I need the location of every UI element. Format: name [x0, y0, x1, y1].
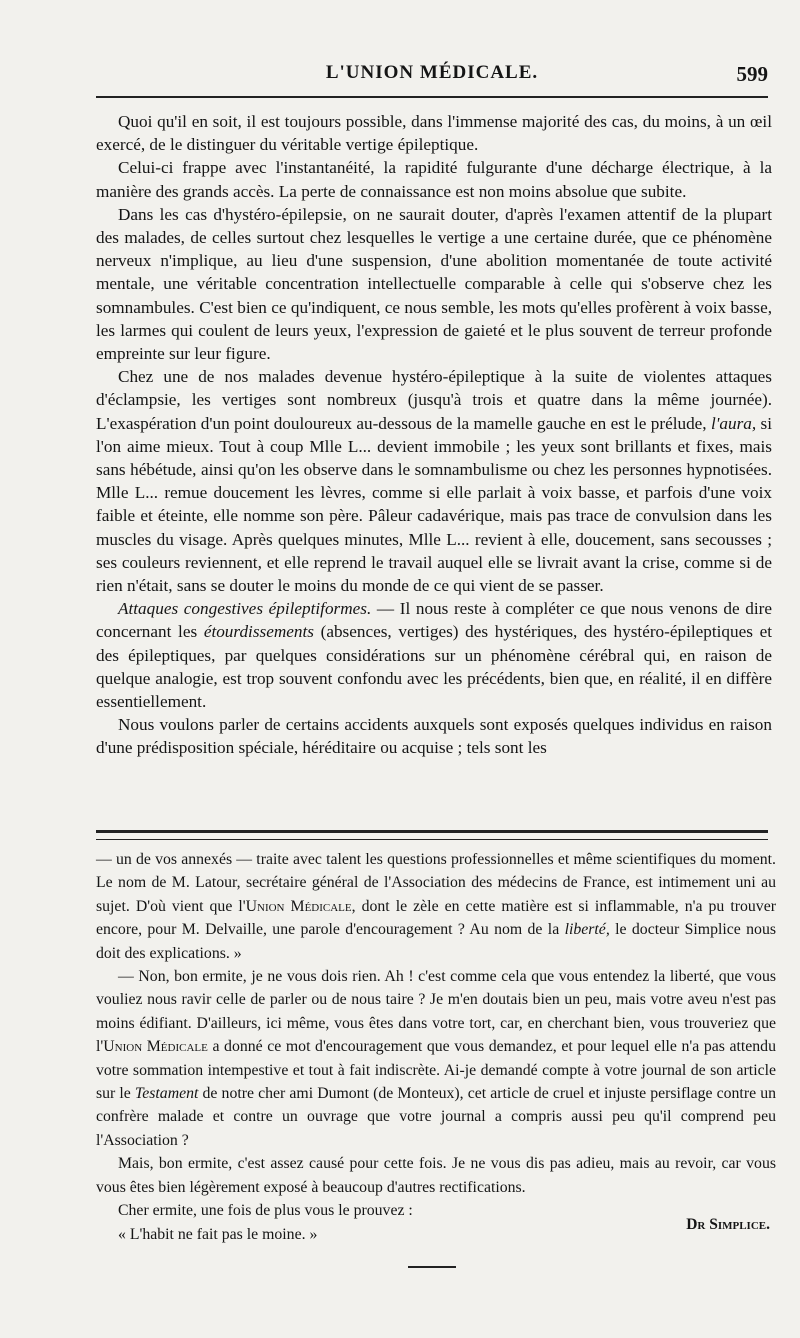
union-medicale-mention: Union Médicale	[245, 897, 352, 915]
etourdissements-term: étourdissements	[203, 622, 314, 642]
feuilleton-separator	[96, 830, 768, 840]
section-lead: Attaques congestives épileptiformes.	[118, 599, 372, 619]
feuilleton-paragraph-3: Mais, bon ermite, c'est assez causé pour cette fois. Je ne vous dis pas adieu, mais au revoir, car vous vous êtes bien légèrement exposé à beaucoup d'autres rectifications.	[96, 1155, 776, 1196]
paragraph-1: Quoi qu'il en soit, il est toujours possible, dans l'immense majorité des cas, du moins, à un œil exercé, de le distinguer du véritable vertige épileptique.	[96, 112, 772, 155]
paragraph-5: Attaques congestives épileptiformes. — Il nous reste à compléter ce que nous venons de dire concernant les étourdissements (absences, vertiges) des hystériques, des hystéro-épileptiques et des épileptiques, par quelques considérations sur un phénomène cérébral qui, en raison de quelque analogie, est trop souvent confondu avec les précédents, bien que, en réalité, il en diffère essentiellement.	[96, 599, 772, 712]
signature: Dr Simplice.	[686, 1216, 770, 1233]
feuilleton-paragraph-2: — Non, bon ermite, je ne vous dois rien. Ah ! c'est comme cela que vous entendez la liberté, que vous vouliez nous ravir celle de parler ou de nous taire ? Je m'en doutais bien un peu, mais votre aveu n'est pas moins édifiant. D'ailleurs, ici même, vous êtes dans votre tort, car, en cherchant bien, vous trouveriez que l'Union Médicale a donné ce mot d'encouragement que vous demandez, et pour lequel elle n'a pas attendu votre sommation intempestive et tout à fait indiscrète. Ai-je demandé compte à votre journal de son article sur le Testament de notre cher ami Dumont (de Monteux), cet article de cruel et injuste persiflage contre un confrère malade et contre un ouvrage que votre journal a compris aussi peu qu'il comprend peu l'Association ?	[96, 968, 776, 1149]
header-rule	[96, 96, 768, 98]
end-rule	[408, 1266, 456, 1268]
feuilleton-quote: « L'habit ne fait pas le moine. »	[118, 1225, 318, 1243]
page-number: 599	[736, 62, 768, 86]
paragraph-3: Dans les cas d'hystéro-épilepsie, on ne saurait douter, d'après l'examen attentif de la plupart des malades, de celles surtout chez lesquelles le vertige a une certaine durée, que ce phénomène nerveux n'implique, au lieu d'une suspension, d'une abolition momentanée de toute activité mentale, une véritable concentration intellectuelle comparable à celle qui s'observe chez les somnambules. C'est bien ce qu'indiquent, ce nous semble, les mots qu'elles profèrent à voix basse, les larmes qui coulent de leurs yeux, l'expression de gaieté et le plus souvent de terreur profonde empreinte sur leur figure.	[96, 204, 772, 364]
paragraph-6: Nous voulons parler de certains accidents auxquels sont exposés quelques individus en raison d'une prédisposition spéciale, héréditaire ou acquise ; tels sont les	[96, 715, 772, 758]
page-header	[96, 60, 768, 90]
feuilleton-section	[96, 848, 776, 1246]
aura-term: l'aura,	[710, 413, 757, 433]
feuilleton-paragraph-1: — un de vos annexés — traite avec talent les questions professionnelles et même scientifiques du moment. Le nom de M. Latour, secrétaire général de l'Association des médecins de France, est intimement uni au sujet. D'où vient que l'Union Médicale, dont le zèle en cette matière est si inflammable, n'a pu trouver encore, pour M. Delvaille, une parole d'encouragement ? Au nom de la liberté, le docteur Simplice nous doit des explications. »	[96, 851, 776, 962]
feuilleton-paragraph-4: Cher ermite, une fois de plus vous le prouvez :	[118, 1202, 413, 1220]
paragraph-2: Celui-ci frappe avec l'instantanéité, la rapidité fulgurante d'une décharge électrique, à la manière des grands accès. La perte de connaissance est non moins absolue que subite.	[96, 158, 772, 201]
paragraph-4: Chez une de nos malades devenue hystéro-épileptique à la suite de violentes attaques d'éclampsie, les vertiges sont nombreux (jusqu'à trois et quatre dans la même journée). L'exaspération d'un point douloureux au-dessous de la mamelle gauche en est le prélude, l'aura, si l'on aime mieux. Tout à coup Mlle L... devient immobile ; les yeux sont brillants et fixes, mais sans hébétude, ainsi qu'on les observe dans le somnambulisme ou chez les personnes hypnotisées. Mlle L... remue doucement les lèvres, comme si elle parlait à voix basse, et parfois d'une voix faible et éteinte, elle nomme son père. Pâleur cadavérique, mais pas trace de convulsion dans les muscles du visage. Après quelques minutes, Mlle L... revient à elle, doucement, sans secousses ; ses couleurs reviennent, et elle reprend le travail auquel elle se livrait avant la crise, comme si de rien n'était, sans se douter le moins du monde de ce qui vient de se passer.	[96, 367, 773, 596]
main-article	[96, 110, 772, 760]
union-medicale-mention: Union Médicale	[103, 1038, 208, 1056]
running-title: L'UNION MÉDICALE.	[325, 62, 539, 83]
